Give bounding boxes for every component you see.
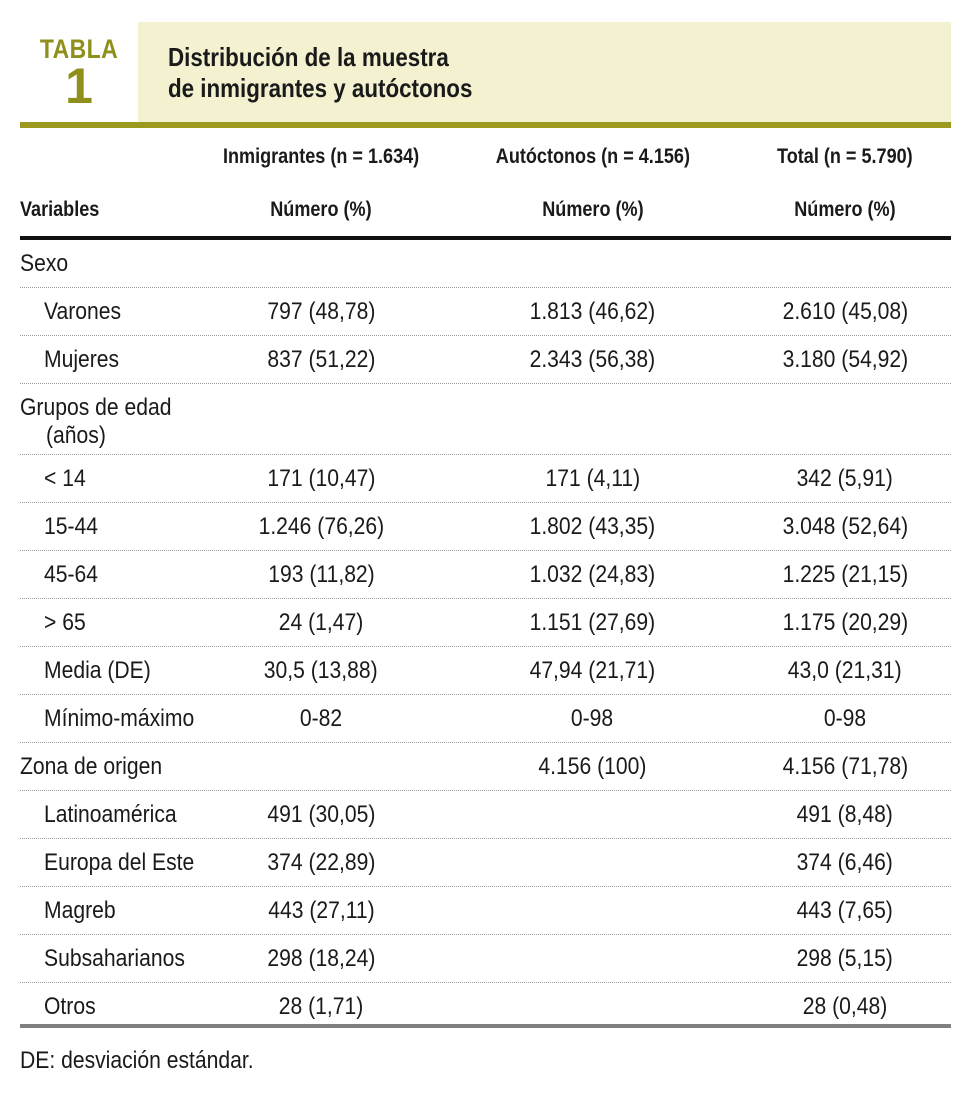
cell-total: 43,0 (21,31) — [788, 657, 902, 684]
table-row — [20, 598, 951, 646]
row-label: Mínimo-máximo — [44, 705, 195, 732]
table-header — [20, 22, 951, 122]
cell-autoctonos — [470, 945, 715, 973]
row-label: Zona de origen — [20, 753, 163, 780]
cell-autoctonos — [470, 801, 715, 829]
row-label: Grupos de edad (años) — [20, 394, 192, 450]
cell-autoctonos: 1.151 (27,69) — [529, 609, 656, 636]
column-group-inmigrantes: Inmigrantes (n = 1.634) — [222, 145, 420, 168]
table-row — [20, 383, 951, 454]
table-row — [20, 550, 951, 598]
cell-inmigrantes — [205, 753, 437, 781]
cell-total — [740, 394, 950, 422]
cell-total: 1.175 (20,29) — [782, 609, 908, 636]
row-label: Europa del Este — [44, 849, 195, 876]
column-group-total: Total (n = 5.790) — [777, 145, 913, 168]
table-title-line2: de inmigrantes y autóctonos — [168, 73, 473, 103]
bottom-rule — [20, 1024, 951, 1028]
cell-total: 4.156 (71,78) — [782, 753, 908, 780]
row-label: 45-64 — [44, 561, 99, 588]
row-label-sub: (años) — [46, 422, 106, 449]
cell-total: 0-98 — [823, 705, 867, 732]
cell-total: 1.225 (21,15) — [782, 561, 908, 588]
table-title-line1: Distribución de la muestra — [168, 42, 449, 72]
cell-total: 342 (5,91) — [796, 465, 894, 492]
cell-total: 443 (7,65) — [796, 897, 894, 924]
cell-autoctonos: 4.156 (100) — [538, 753, 647, 780]
table-row — [20, 335, 951, 383]
cell-inmigrantes: 491 (30,05) — [266, 801, 376, 828]
row-label: Subsaharianos — [44, 945, 185, 972]
table-row — [20, 287, 951, 335]
table-title — [168, 42, 472, 104]
cell-total: 2.610 (45,08) — [782, 298, 908, 325]
column-header-variables: Variables — [20, 198, 100, 221]
cell-total: 3.180 (54,92) — [782, 346, 908, 373]
cell-total — [740, 250, 950, 278]
table-row — [20, 790, 951, 838]
cell-autoctonos: 1.802 (43,35) — [529, 513, 656, 540]
cell-autoctonos — [470, 897, 715, 925]
cell-inmigrantes — [205, 250, 437, 278]
footnote: DE: desviación estándar. — [20, 1047, 254, 1074]
table-row — [20, 454, 951, 502]
cell-inmigrantes: 193 (11,82) — [267, 561, 375, 588]
row-label: Magreb — [44, 897, 116, 924]
cell-inmigrantes — [205, 394, 437, 422]
table-row — [20, 694, 951, 742]
cell-autoctonos — [470, 849, 715, 877]
cell-inmigrantes: 443 (27,11) — [267, 897, 375, 924]
cell-inmigrantes: 837 (51,22) — [266, 346, 376, 373]
cell-total: 28 (0,48) — [802, 993, 888, 1020]
cell-autoctonos — [470, 993, 715, 1021]
cell-autoctonos: 171 (4,11) — [545, 465, 640, 492]
cell-autoctonos: 1.032 (24,83) — [529, 561, 656, 588]
cell-autoctonos — [470, 250, 715, 278]
table-row — [20, 502, 951, 550]
cell-autoctonos: 1.813 (46,62) — [529, 298, 656, 325]
column-header-tot-metric: Número (%) — [794, 198, 896, 221]
cell-autoctonos: 0-98 — [571, 705, 614, 732]
row-label: Otros — [44, 993, 96, 1020]
cell-autoctonos: 2.343 (56,38) — [529, 346, 656, 373]
cell-autoctonos — [470, 394, 715, 422]
column-group-autoctonos: Autóctonos (n = 4.156) — [495, 145, 690, 168]
cell-inmigrantes: 24 (1,47) — [278, 609, 364, 636]
cell-total: 374 (6,46) — [796, 849, 894, 876]
cell-inmigrantes: 0-82 — [299, 705, 343, 732]
cell-total: 3.048 (52,64) — [782, 513, 908, 540]
table-row — [20, 742, 951, 790]
cell-inmigrantes: 28 (1,71) — [278, 993, 364, 1020]
table-title-box — [138, 22, 951, 122]
table-row — [20, 982, 951, 1030]
row-label: Sexo — [20, 250, 69, 277]
cell-total: 298 (5,15) — [796, 945, 894, 972]
cell-inmigrantes: 1.246 (76,26) — [258, 513, 384, 540]
cell-inmigrantes: 171 (10,47) — [266, 465, 376, 492]
row-label: Mujeres — [44, 346, 120, 373]
table-body — [20, 240, 951, 1030]
row-label: > 65 — [44, 609, 86, 636]
table-row — [20, 240, 951, 287]
cell-inmigrantes: 797 (48,78) — [266, 298, 376, 325]
column-header-inm-metric: Número (%) — [270, 198, 372, 221]
table-row — [20, 934, 951, 982]
table-label-word: TABLA — [39, 34, 119, 64]
table-row — [20, 646, 951, 694]
cell-inmigrantes: 298 (18,24) — [266, 945, 376, 972]
row-label: Varones — [44, 298, 122, 325]
cell-inmigrantes: 30,5 (13,88) — [264, 657, 378, 684]
row-label: Media (DE) — [44, 657, 151, 684]
top-rule — [20, 122, 951, 128]
cell-autoctonos: 47,94 (21,71) — [529, 657, 656, 684]
row-label: < 14 — [44, 465, 86, 492]
table-row — [20, 838, 951, 886]
column-header-aut-metric: Número (%) — [541, 198, 644, 221]
row-label: Latinoamérica — [44, 801, 177, 828]
cell-total: 491 (8,48) — [796, 801, 894, 828]
table-number: 1 — [65, 58, 93, 114]
table-row — [20, 886, 951, 934]
cell-inmigrantes: 374 (22,89) — [266, 849, 376, 876]
table-label — [20, 22, 138, 122]
row-label: 15-44 — [44, 513, 99, 540]
